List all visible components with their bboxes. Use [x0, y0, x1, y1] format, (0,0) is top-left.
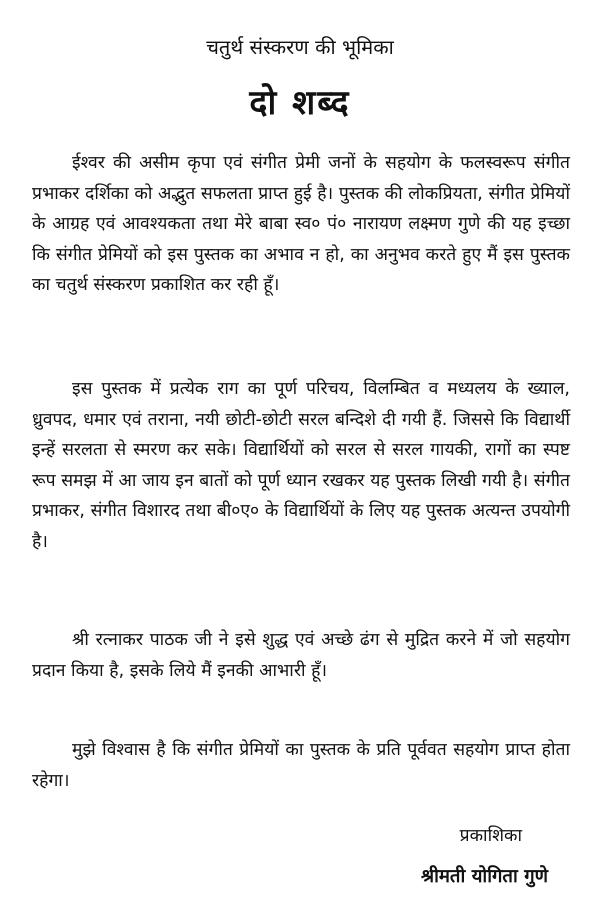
signature-name: श्रीमती योगिता गुणे	[420, 866, 548, 887]
paragraph-1: ईश्वर की असीम कृपा एवं संगीत प्रेमी जनों के सहयोग के फलस्वरूप संगीत प्रभाकर दर्शिका को अद्भुत सफलता प्राप्त हुई है। पुस्तक की लोकप्रियता, संगीत प्रेमियों के आग्रह एवं आवश्यकता तथा मेरे बाबा स्व० पं० नारायण लक्ष्मण गुणे की यह इच्छा कि संगीत प्रेमियों को इस पुस्तक का अभाव न हो, का अनुभव करते हुए मैं इस पुस्तक का चतुर्थ संस्करण प्रकाशित कर रही हूँ।	[32, 153, 570, 295]
paragraph-3: श्री रत्नाकर पाठक जी ने इसे शुद्ध एवं अच्छे ढंग से मुद्रित करने में जो सहयोग प्रदान किया है, इसके लिये मैं इनकी आभारी हूँ।	[32, 630, 570, 681]
paragraph-4: मुझे विश्वास है कि संगीत प्रेमियों का पुस्तक के प्रति पूर्ववत सहयोग प्राप्त होता रहेगा।	[32, 740, 570, 791]
paragraph-2: इस पुस्तक में प्रत्येक राग का पूर्ण परिचय, विलम्बित व मध्यलय के ख्याल, ध्रुवपद, धमार एवं तराना, नयी छोटी-छोटी सरल बन्दिशे दी गयी हैं. जिससे कि विद्यार्थी इन्हें सरलता से स्मरण कर सके। विद्यार्थियों को सरल से सरल गायकी, रागों का स्पष्ट रूप समझ में आ जाय इन बातों को पूर्ण ध्यान रखकर यह पुस्तक लिखी गयी है। संगीत प्रभाकर, संगीत विशारद तथा बी०ए० के विद्यार्थियों के लिए यह पुस्तक अत्यन्त उपयोगी है।	[32, 379, 570, 552]
page-subtitle: चतुर्थ संस्करण की भूमिका	[206, 35, 394, 59]
signature-label: प्रकाशिका	[459, 826, 522, 846]
page-title: दो शब्द	[249, 83, 351, 123]
